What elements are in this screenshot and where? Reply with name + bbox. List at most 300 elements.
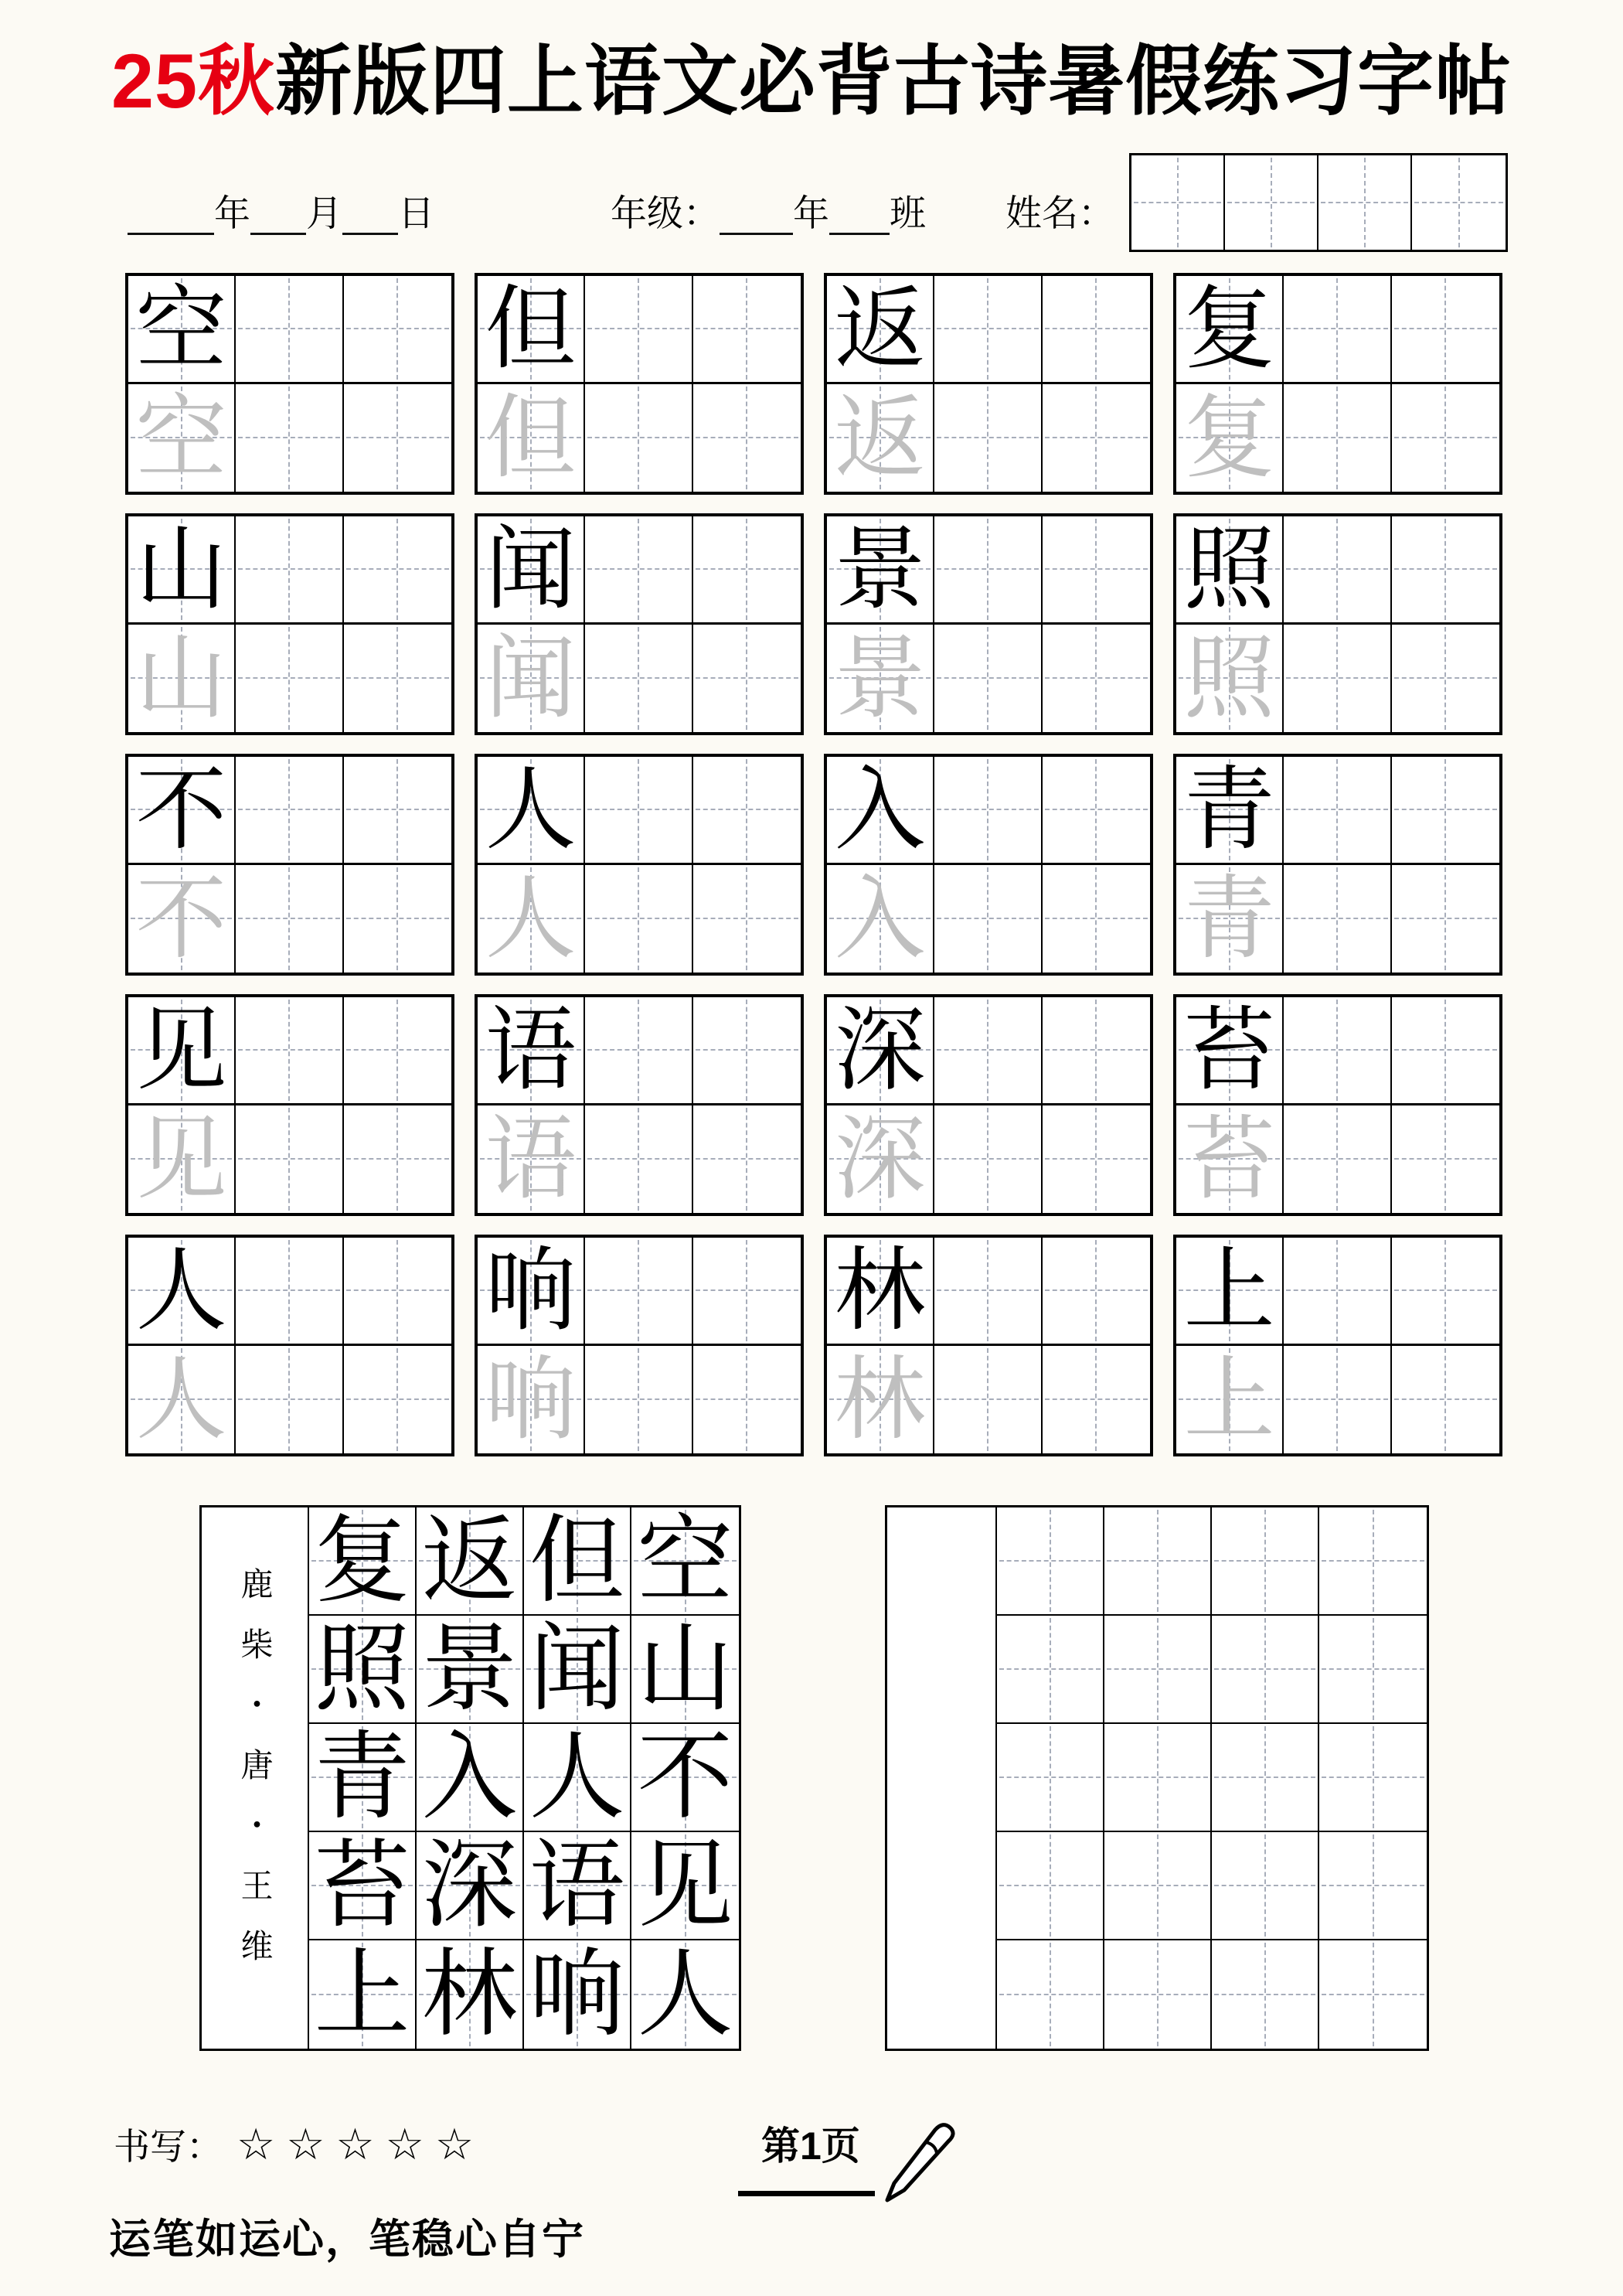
practice-cell-model [478, 757, 585, 865]
practice-cell-model [478, 1238, 585, 1346]
horizontal-guide [1394, 1289, 1497, 1291]
horizontal-guide [937, 437, 1038, 438]
horizontal-guide [587, 328, 689, 329]
poem-cell [417, 1940, 524, 2049]
empty-practice-cell [1104, 1832, 1212, 1940]
horizontal-guide [1394, 1158, 1497, 1160]
poem-char: 人 [529, 1722, 625, 1833]
horizontal-guide [1286, 809, 1387, 810]
practice-cell-empty [934, 865, 1042, 973]
practice-cell-model [827, 276, 934, 384]
horizontal-guide [696, 677, 798, 679]
practice-block [824, 513, 1153, 735]
practice-cell-model [128, 997, 236, 1105]
practice-cell-empty [585, 1105, 692, 1214]
writing-score-line [114, 2118, 485, 2170]
practice-cell-empty [236, 1346, 343, 1454]
trace-char: 复 [1183, 384, 1275, 492]
practice-cell-model [128, 516, 236, 625]
horizontal-guide [1394, 677, 1497, 679]
practice-cell-empty [1392, 997, 1499, 1105]
trace-char: 深 [834, 1105, 926, 1213]
horizontal-guide [1214, 1777, 1315, 1778]
horizontal-guide [238, 677, 339, 679]
practice-cell-trace [128, 625, 236, 733]
poem-cell [309, 1832, 417, 1940]
trace-char: 闻 [485, 625, 577, 732]
horizontal-guide [587, 918, 689, 919]
horizontal-guide [1414, 202, 1503, 203]
practice-cell-trace [478, 384, 585, 492]
practice-cell-empty [585, 516, 692, 625]
practice-cell-empty [236, 625, 343, 733]
practice-cell-trace [827, 865, 934, 973]
poem-char: 山 [637, 1613, 733, 1725]
month-label: 月 [306, 194, 342, 234]
practice-cell-trace [478, 625, 585, 733]
horizontal-guide [1322, 1560, 1424, 1562]
practice-cell-trace [128, 1105, 236, 1214]
horizontal-guide [1134, 202, 1221, 203]
practice-cell-trace [478, 865, 585, 973]
horizontal-guide [937, 568, 1038, 570]
writing-label: 书写： [114, 2126, 223, 2167]
horizontal-guide [1214, 1560, 1315, 1562]
day-label: 日 [398, 194, 434, 234]
practice-cell-empty [693, 1105, 801, 1214]
practice-cell-model [1176, 1238, 1284, 1346]
trace-char: 空 [135, 384, 227, 492]
horizontal-guide [696, 1049, 798, 1051]
practice-cell-empty [693, 757, 801, 865]
practice-cell-empty [1392, 384, 1499, 492]
practice-block [125, 994, 454, 1216]
horizontal-guide [1322, 1885, 1424, 1886]
name-label: 姓名： [1005, 194, 1114, 234]
practice-cell-empty [1392, 625, 1499, 733]
practice-cell-empty [1043, 1238, 1150, 1346]
poem-cell [309, 1724, 417, 1832]
model-char: 青 [1183, 756, 1275, 864]
horizontal-guide [999, 1994, 1101, 1995]
empty-practice-cell [1319, 1507, 1427, 1616]
horizontal-guide [696, 809, 798, 810]
practice-cell-model [478, 276, 585, 384]
practice-cell-empty [1043, 384, 1150, 492]
poem-cell [524, 1724, 631, 1832]
empty-practice-cell [1319, 1724, 1427, 1832]
trace-char: 青 [1183, 865, 1275, 973]
practice-block [475, 754, 804, 976]
practice-block [1173, 754, 1502, 976]
poem-cell [631, 1613, 739, 1725]
practice-cell-empty [1043, 757, 1150, 865]
horizontal-guide [1227, 202, 1315, 203]
practice-cell-empty [1284, 625, 1391, 733]
name-cell [1412, 155, 1506, 250]
practice-cell-empty [344, 276, 451, 384]
model-char: 上 [1183, 1237, 1275, 1344]
trace-char: 语 [485, 1105, 577, 1213]
horizontal-guide [937, 918, 1038, 919]
practice-cell-empty [236, 1238, 343, 1346]
horizontal-guide [346, 677, 449, 679]
horizontal-guide [346, 1158, 449, 1160]
horizontal-guide [346, 918, 449, 919]
poem-cell [524, 1613, 631, 1725]
practice-cell-trace [827, 1105, 934, 1214]
poem-cell [631, 1832, 739, 1940]
trace-char: 响 [485, 1346, 577, 1453]
horizontal-guide [1286, 1049, 1387, 1051]
horizontal-guide [999, 1885, 1101, 1886]
model-char: 响 [485, 1237, 577, 1344]
practice-cell-empty [1284, 865, 1391, 973]
horizontal-guide [1322, 1994, 1424, 1995]
model-char: 人 [485, 756, 577, 864]
practice-block [125, 273, 454, 495]
date-line [128, 195, 1114, 235]
practice-cell-empty [1392, 276, 1499, 384]
practice-cell-empty [344, 1238, 451, 1346]
poem-grid [309, 1507, 739, 2049]
model-char: 空 [135, 275, 227, 383]
copy-label-column [887, 1507, 997, 2049]
model-char: 山 [135, 516, 227, 623]
practice-cell-model [1176, 276, 1284, 384]
motto-text: 运笔如运心，笔稳心自宁 [109, 2216, 585, 2263]
practice-cell-model [827, 997, 934, 1105]
practice-cell-trace [1176, 625, 1284, 733]
horizontal-guide [1045, 328, 1148, 329]
horizontal-guide [1107, 1560, 1208, 1562]
horizontal-guide [346, 1289, 449, 1291]
practice-cell-empty [1284, 516, 1391, 625]
poem-cell [309, 1613, 417, 1725]
practice-block [125, 513, 454, 735]
practice-block [475, 994, 804, 1216]
poem-cell [417, 1724, 524, 1832]
class-blank [829, 228, 890, 235]
practice-cell-empty [1043, 276, 1150, 384]
model-char: 照 [1183, 516, 1275, 623]
date-year-blank [128, 228, 214, 235]
practice-cell-empty [1392, 1105, 1499, 1214]
practice-cell-empty [934, 1238, 1042, 1346]
horizontal-guide [1286, 1398, 1387, 1400]
practice-cell-model [128, 1238, 236, 1346]
horizontal-guide [1394, 437, 1497, 438]
practice-cell-empty [1392, 865, 1499, 973]
name-cell [1225, 155, 1318, 250]
trace-char: 入 [834, 865, 926, 973]
name-grid [1129, 153, 1508, 252]
empty-practice-cell [997, 1832, 1104, 1940]
practice-cell-empty [1284, 384, 1391, 492]
model-char: 不 [135, 756, 227, 864]
practice-block [1173, 273, 1502, 495]
poem-char: 上 [314, 1939, 410, 2050]
horizontal-guide [346, 1049, 449, 1051]
empty-practice-cell [1319, 1616, 1427, 1724]
horizontal-guide [1107, 1777, 1208, 1778]
horizontal-guide [238, 1158, 339, 1160]
model-char: 语 [485, 996, 577, 1104]
poem-char: 青 [314, 1722, 410, 1833]
horizontal-guide [1045, 677, 1148, 679]
practice-cell-trace [128, 384, 236, 492]
practice-cell-empty [344, 1346, 451, 1454]
trace-char: 林 [834, 1346, 926, 1453]
model-char: 入 [834, 756, 926, 864]
model-char: 景 [834, 516, 926, 623]
practice-cell-empty [585, 1346, 692, 1454]
horizontal-guide [1286, 677, 1387, 679]
poem-char: 深 [421, 1830, 518, 1941]
horizontal-guide [696, 1398, 798, 1400]
model-char: 闻 [485, 516, 577, 623]
practice-block [824, 1235, 1153, 1456]
practice-cell-empty [344, 625, 451, 733]
trace-char: 山 [135, 625, 227, 732]
practice-cell-empty [934, 757, 1042, 865]
practice-block [824, 754, 1153, 976]
practice-cell-model [128, 276, 236, 384]
date-day-blank [342, 228, 398, 235]
practice-cell-model [478, 516, 585, 625]
poem-cell [631, 1940, 739, 2049]
horizontal-guide [1286, 918, 1387, 919]
practice-cell-empty [693, 384, 801, 492]
horizontal-guide [238, 437, 339, 438]
practice-cell-empty [693, 865, 801, 973]
horizontal-guide [696, 1289, 798, 1291]
horizontal-guide [346, 1398, 449, 1400]
empty-practice-cell [1104, 1616, 1212, 1724]
practice-cell-empty [236, 516, 343, 625]
empty-practice-cell [1319, 1832, 1427, 1940]
practice-cell-empty [1284, 757, 1391, 865]
practice-cell-empty [1043, 1105, 1150, 1214]
horizontal-guide [238, 1049, 339, 1051]
title-rest: 新版四上语文必背古诗暑假练习字帖 [275, 38, 1512, 124]
horizontal-guide [1045, 568, 1148, 570]
horizontal-guide [1394, 918, 1497, 919]
horizontal-guide [1286, 1158, 1387, 1160]
practice-cell-empty [1043, 997, 1150, 1105]
page-number-underline [738, 2191, 875, 2196]
practice-cell-empty [585, 276, 692, 384]
horizontal-guide [696, 568, 798, 570]
practice-cell-empty [1284, 997, 1391, 1105]
practice-cell-empty [934, 1105, 1042, 1214]
horizontal-guide [696, 437, 798, 438]
practice-cell-trace [827, 1346, 934, 1454]
practice-cell-empty [585, 865, 692, 973]
poem-cell [309, 1940, 417, 2049]
practice-cell-empty [1043, 1346, 1150, 1454]
practice-cell-trace [128, 1346, 236, 1454]
trace-char: 但 [485, 384, 577, 492]
practice-block [1173, 994, 1502, 1216]
practice-cell-empty [585, 997, 692, 1105]
trace-char: 人 [485, 865, 577, 973]
horizontal-guide [1394, 1049, 1497, 1051]
horizontal-guide [1322, 1668, 1424, 1670]
horizontal-guide [587, 1289, 689, 1291]
horizontal-guide [1286, 437, 1387, 438]
practice-cell-empty [236, 997, 343, 1105]
poem-char: 不 [637, 1722, 733, 1833]
horizontal-guide [696, 328, 798, 329]
practice-cell-empty [1043, 516, 1150, 625]
trace-char: 返 [834, 384, 926, 492]
poem-char: 空 [637, 1505, 733, 1616]
poem-title-label: 鹿柴・唐・王维 [236, 1567, 274, 1989]
horizontal-guide [937, 328, 1038, 329]
practice-cell-model [478, 997, 585, 1105]
practice-block [475, 513, 804, 735]
practice-cell-empty [693, 1238, 801, 1346]
practice-block [824, 273, 1153, 495]
poem-char: 林 [421, 1939, 518, 2050]
practice-cell-empty [344, 865, 451, 973]
horizontal-guide [1286, 328, 1387, 329]
horizontal-guide [1214, 1885, 1315, 1886]
horizontal-guide [696, 1158, 798, 1160]
poem-char: 照 [314, 1613, 410, 1725]
horizontal-guide [1321, 202, 1408, 203]
practice-cell-empty [344, 516, 451, 625]
practice-cell-empty [693, 625, 801, 733]
practice-cell-trace [1176, 384, 1284, 492]
year-label: 年 [214, 194, 250, 234]
horizontal-guide [238, 1398, 339, 1400]
horizontal-guide [1107, 1994, 1208, 1995]
horizontal-guide [937, 1398, 1038, 1400]
poem-char: 返 [421, 1505, 518, 1616]
trace-char: 人 [135, 1346, 227, 1453]
horizontal-guide [1045, 1289, 1148, 1291]
empty-practice-cell [1104, 1724, 1212, 1832]
horizontal-guide [1286, 1289, 1387, 1291]
practice-cell-empty [585, 1238, 692, 1346]
practice-cell-empty [934, 516, 1042, 625]
copy-section [885, 1505, 1429, 2051]
practice-cell-empty [236, 1105, 343, 1214]
horizontal-guide [696, 918, 798, 919]
practice-cell-empty [934, 384, 1042, 492]
horizontal-guide [238, 568, 339, 570]
practice-cell-empty [236, 865, 343, 973]
practice-cell-empty [344, 384, 451, 492]
horizontal-guide [238, 809, 339, 810]
practice-cell-empty [934, 625, 1042, 733]
model-char: 人 [135, 1237, 227, 1344]
horizontal-guide [346, 568, 449, 570]
practice-cell-empty [236, 276, 343, 384]
practice-cell-model [1176, 997, 1284, 1105]
empty-practice-cell [1212, 1832, 1319, 1940]
poem-cell [631, 1507, 739, 1616]
poem-char: 苔 [314, 1830, 410, 1941]
practice-cell-empty [693, 516, 801, 625]
model-char: 但 [485, 275, 577, 383]
trace-char: 照 [1183, 625, 1275, 732]
class-label: 班 [890, 194, 926, 234]
practice-cell-empty [585, 384, 692, 492]
horizontal-guide [587, 437, 689, 438]
horizontal-guide [1322, 1777, 1424, 1778]
horizontal-guide [937, 1289, 1038, 1291]
poem-char: 景 [421, 1613, 518, 1725]
practice-cell-empty [1043, 865, 1150, 973]
trace-char: 不 [135, 865, 227, 973]
pen-icon [880, 2120, 957, 2206]
horizontal-guide [999, 1560, 1101, 1562]
model-char: 返 [834, 275, 926, 383]
poem-char: 见 [637, 1830, 733, 1941]
horizontal-guide [587, 1398, 689, 1400]
horizontal-guide [1394, 1398, 1497, 1400]
horizontal-guide [1394, 568, 1497, 570]
horizontal-guide [1045, 918, 1148, 919]
practice-cell-empty [1043, 625, 1150, 733]
horizontal-guide [1394, 328, 1497, 329]
practice-cell-model [827, 516, 934, 625]
grade-label: 年级： [611, 194, 720, 234]
empty-grid [997, 1507, 1427, 2049]
poem-char: 闻 [529, 1613, 625, 1725]
empty-practice-cell [997, 1724, 1104, 1832]
horizontal-guide [999, 1668, 1101, 1670]
poem-cell [417, 1832, 524, 1940]
horizontal-guide [937, 1049, 1038, 1051]
model-char: 复 [1183, 275, 1275, 383]
empty-practice-cell [1104, 1940, 1212, 2049]
practice-cell-empty [344, 757, 451, 865]
horizontal-guide [346, 328, 449, 329]
empty-practice-cell [1212, 1724, 1319, 1832]
practice-cell-trace [827, 384, 934, 492]
horizontal-guide [587, 677, 689, 679]
trace-char: 见 [135, 1105, 227, 1213]
practice-cell-empty [1392, 757, 1499, 865]
practice-cell-empty [585, 757, 692, 865]
poem-char: 响 [529, 1939, 625, 2050]
trace-char: 苔 [1183, 1105, 1275, 1213]
horizontal-guide [937, 677, 1038, 679]
empty-practice-cell [1104, 1507, 1212, 1616]
poem-char: 人 [637, 1939, 733, 2050]
horizontal-guide [1394, 809, 1497, 810]
horizontal-guide [1045, 1158, 1148, 1160]
practice-block [1173, 513, 1502, 735]
horizontal-guide [1045, 437, 1148, 438]
practice-cell-empty [585, 625, 692, 733]
title-highlight: 25秋 [111, 38, 276, 124]
practice-cell-empty [344, 997, 451, 1105]
horizontal-guide [937, 809, 1038, 810]
practice-cell-trace [1176, 1346, 1284, 1454]
model-char: 林 [834, 1237, 926, 1344]
horizontal-guide [1214, 1994, 1315, 1995]
practice-cell-empty [1284, 1238, 1391, 1346]
horizontal-guide [1107, 1668, 1208, 1670]
horizontal-guide [1045, 809, 1148, 810]
trace-char: 上 [1183, 1346, 1275, 1453]
practice-cell-model [1176, 516, 1284, 625]
